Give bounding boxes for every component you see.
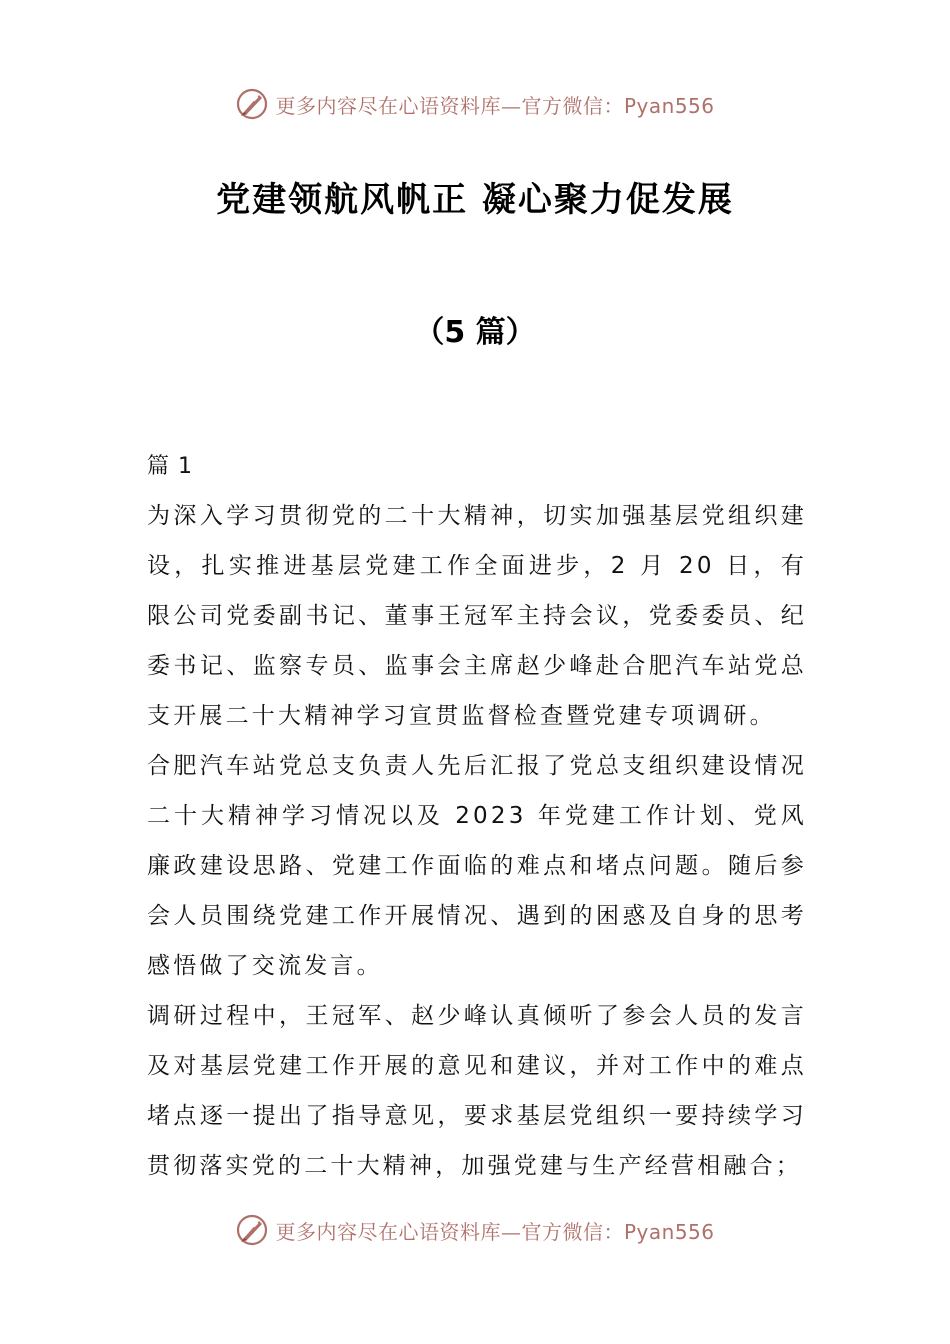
document-title: 党建领航风帆正 凝心聚力促发展: [216, 180, 734, 220]
paragraph-2: 合肥汽车站党总支负责人先后汇报了党总支组织建设情况二十大精神学习情况以及 2023 年党建工作计划、党风廉政建设思路、党建工作面临的难点和堵点问题。随后参会人员围绕党建工作开展情况、遇到的困惑及自身的思考感悟做了交流发言。: [147, 753, 807, 979]
wechat-id: Pyan556: [623, 93, 715, 118]
header-watermark-banner: [0, 84, 950, 124]
document-subtitle: （5 篇）: [414, 315, 536, 350]
watermark-text: 更多内容尽在心语资料库—官方微信：Pyan556: [275, 93, 715, 118]
paragraph-1: 为深入学习贯彻党的二十大精神，切实加强基层党组织建设，扎实推进基层党建工作全面进步，2 月 20 日，有限公司党委副书记、董事王冠军主持会议，党委委员、纪委书记、监察专员、监事会主席赵少峰赴合肥汽车站党总支开展二十大精神学习宣贯监督检查暨党建专项调研。: [147, 503, 807, 729]
paragraph-3: 调研过程中，王冠军、赵少峰认真倾听了参会人员的发言及对基层党建工作开展的意见和建议，并对工作中的难点堵点逐一提出了指导意见，要求基层党组织一要持续学习贯彻落实党的二十大精神，加强党建与生产经营相融合；: [147, 1003, 807, 1179]
wechat-id: Pyan556: [623, 1219, 715, 1244]
document-body: [147, 447, 807, 1191]
section-label: 篇 1: [147, 454, 193, 479]
watermark-text: 更多内容尽在心语资料库—官方微信：Pyan556: [275, 1219, 715, 1244]
footer-watermark-banner: [0, 1210, 950, 1250]
quill-pen-logo-icon: [235, 87, 269, 121]
quill-pen-logo-icon: [235, 1213, 269, 1247]
